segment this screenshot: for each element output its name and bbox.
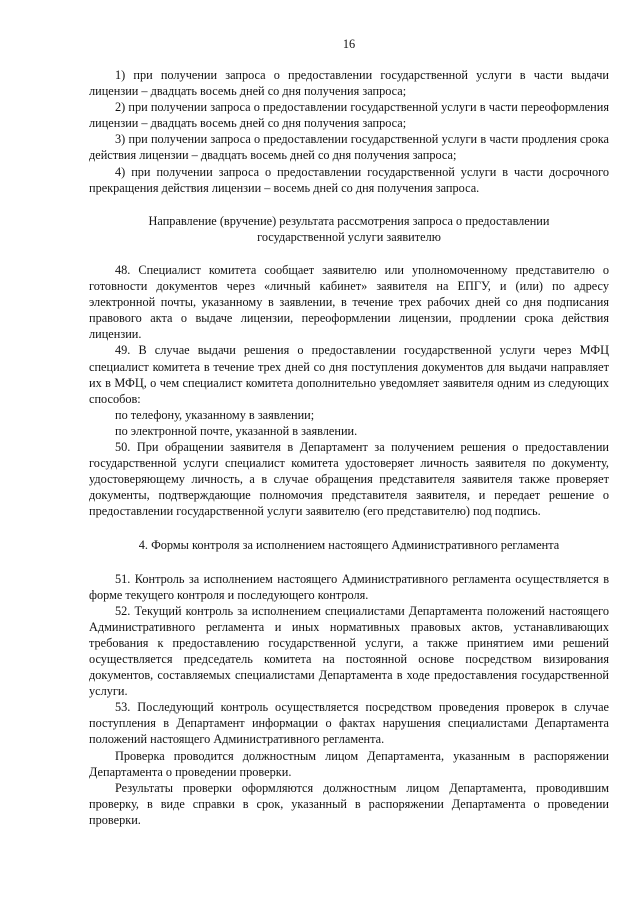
paragraph-49: 49. В случае выдачи решения о предоставлении государственной услуги через МФЦ специалист комитета в течение трех дней со дня поступления документов для выдачи направляет их в МФЦ, о чем специалист комитета дополнительно уведомляет заявителя одним из следующих способов:	[89, 343, 609, 406]
section-title-delivery: Направление (вручение) результата рассмотрения запроса о предоставлении государственной услуги заявителю	[148, 213, 550, 244]
paragraph-52: 52. Текущий контроль за исполнением специалистами Департамента положений настоящего Административного регламента и иных нормативных правовых актов, устанавливающих требования к предоставлению государственной услуги, а также принятием ими решений осуществляется председатель комитета на постоянной основе посредством визирования документов, составляемых специалистами Департамента в ходе предоставления государственной услуги.	[89, 603, 609, 699]
paragraph-50: 50. При обращении заявителя в Департамент за получением решения о предоставлении государственной услуги специалист комитета удостоверяет личность заявителя по документу, удостоверяющему личность, а в случае обращения представителя заявителя также проверяет документы, подтверждающие полномочия представителя заявителя, и передает решение о предоставлении государственной услуги заявителю (его представителю) под подпись.	[89, 439, 609, 519]
delivery-section-body	[89, 262, 609, 520]
deadline-item: 2) при получении запроса о предоставлении государственной услуги в части переоформления лицензии – двадцать восемь дней со дня получения запроса;	[89, 100, 609, 131]
notification-method-phone: по телефону, указанному в заявлении;	[115, 407, 315, 422]
deadline-item: 4) при получении запроса о предоставлении государственной услуги в части досрочного прекращения действия лицензии – восемь дней со дня получения запроса.	[89, 164, 609, 195]
document-page	[89, 36, 609, 828]
paragraph-results: Результаты проверки оформляются должностным лицом Департамента, проводившим проверку, в виде справки в срок, указанный в распоряжении Департамента о проведении проверки.	[89, 780, 609, 827]
deadline-item: 1) при получении запроса о предоставлении государственной услуги в части выдачи лицензии – двадцать восемь дней со дня получения запроса;	[89, 68, 609, 99]
section-title-control: 4. Формы контроля за исполнением настоящего Административного регламента	[138, 538, 560, 553]
paragraph-53: 53. Последующий контроль осуществляется посредством проведения проверок в случае поступления в Департамент информации о фактах нарушения специалистами Департамента положений настоящего Административного регламента.	[89, 700, 609, 747]
notification-method-email: по электронной почте, указанной в заявлении.	[115, 423, 358, 438]
page-number: 16	[342, 37, 356, 51]
paragraph-inspection: Проверка проводится должностным лицом Департамента, указанным в распоряжении Департамента о проведении проверки.	[89, 748, 609, 779]
paragraph-51: 51. Контроль за исполнением настоящего Административного регламента осуществляется в форме текущего контроля и последующего контроля.	[89, 571, 609, 602]
paragraph-48: 48. Специалист комитета сообщает заявителю или уполномоченному представителю о готовности документов через «личный кабинет» заявителя на ЕПГУ, и (или) по адресу электронной почты, указанному в заявлении, в течение трех рабочих дней со дня подписания правового акта о выдаче лицензии, переоформлении лицензии, продлении срока действия лицензии.	[89, 262, 609, 342]
control-section-body	[89, 571, 609, 829]
deadline-item: 3) при получении запроса о предоставлении государственной услуги в части продления срока действия лицензии – двадцать восемь дней со дня получения запроса;	[89, 132, 609, 163]
deadline-list	[89, 67, 609, 196]
